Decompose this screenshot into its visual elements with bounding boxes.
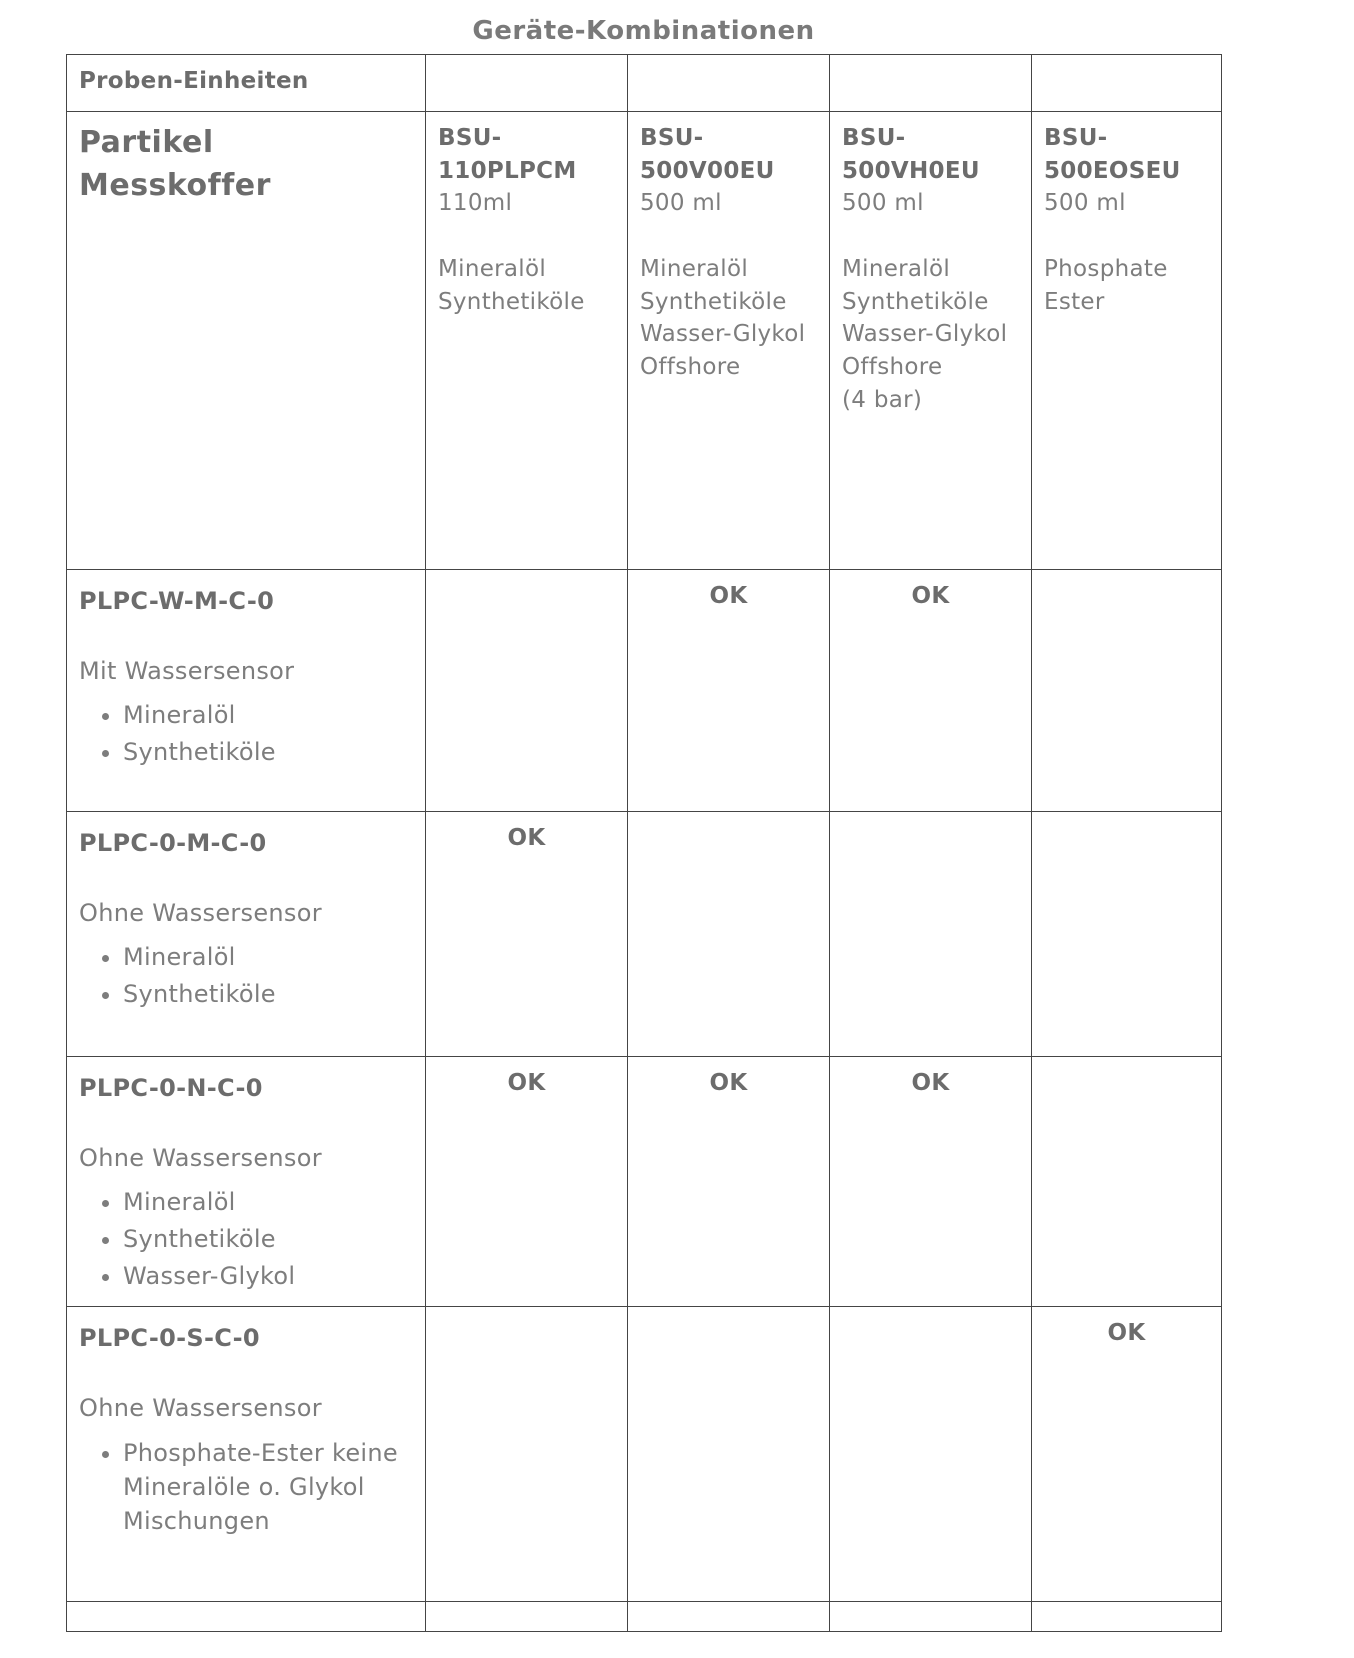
empty-header-cell	[1032, 55, 1222, 112]
unit-media-item: Mineralöl	[842, 255, 951, 282]
empty-header-cell	[426, 55, 628, 112]
table-row	[67, 570, 1222, 812]
unit-model: BSU-110PLPCM	[438, 125, 577, 184]
column-header-bsu-500eoseu	[1032, 112, 1222, 570]
unit-media-item: Offshore	[842, 353, 943, 380]
unit-volume: 500 ml	[842, 190, 924, 217]
compat-cell	[830, 812, 1032, 1057]
empty-cell	[1032, 1602, 1222, 1632]
case-model: PLPC-0-N-C-0	[79, 1074, 263, 1102]
case-sensor: Ohne Wassersensor	[79, 899, 322, 928]
compat-cell: OK	[1032, 1307, 1222, 1602]
empty-cell	[628, 1602, 830, 1632]
column-header-bsu-110plpcm	[426, 112, 628, 570]
case-media-list	[79, 698, 413, 769]
compat-cell	[1032, 1057, 1222, 1307]
unit-media-item: Wasser-Glykol	[842, 321, 1008, 348]
unit-media-item: Offshore	[640, 353, 741, 380]
compat-cell: OK	[830, 570, 1032, 812]
combinations-table	[66, 54, 1222, 1632]
case-sensor: Mit Wassersensor	[79, 657, 295, 686]
row-header-plpc-0-s-c-0	[67, 1307, 426, 1602]
case-model: PLPC-0-S-C-0	[79, 1324, 260, 1353]
unit-media-item: Phosphate Ester	[1044, 255, 1168, 315]
table-row	[67, 812, 1222, 1057]
compat-cell: OK	[628, 1057, 830, 1307]
unit-media-item: Synthetiköle	[842, 288, 989, 315]
unit-media-list	[438, 253, 615, 318]
compat-cell: OK	[426, 812, 628, 1057]
unit-media-item: Mineralöl	[438, 255, 547, 282]
case-media-item: • Mineralöl	[123, 940, 413, 974]
column-header-bsu-500vh0eu	[830, 112, 1032, 570]
case-media-item: • Synthetiköle	[123, 977, 413, 1011]
unit-media-item: Synthetiköle	[438, 288, 585, 315]
unit-volume: 500 ml	[1044, 190, 1126, 217]
unit-media-item: Mineralöl	[640, 255, 749, 282]
column-header-bsu-500v00eu	[628, 112, 830, 570]
unit-media-item: Wasser-Glykol	[640, 321, 806, 348]
unit-media-list	[842, 253, 1019, 416]
empty-cell	[830, 1602, 1032, 1632]
case-media-list	[79, 1185, 413, 1293]
case-media-item: • Mineralöl	[123, 698, 413, 732]
row-header-plpc-0-n-c-0	[67, 1057, 426, 1307]
case-sensor: Ohne Wassersensor	[79, 1394, 322, 1423]
compat-cell: OK	[426, 1057, 628, 1307]
column-headers-row	[67, 112, 1222, 570]
unit-media-item: Synthetiköle	[640, 288, 787, 315]
row-header-plpc-0-m-c-0	[67, 812, 426, 1057]
page-title: Geräte-Kombinationen	[472, 16, 815, 46]
compat-cell	[628, 1307, 830, 1602]
unit-volume: 110ml	[438, 190, 513, 217]
table-row	[67, 1057, 1222, 1307]
row-header-title: Partikel Messkoffer	[79, 125, 271, 203]
compat-cell	[830, 1307, 1032, 1602]
case-media-list	[79, 940, 413, 1011]
corner-header: Proben-Einheiten	[67, 55, 426, 112]
case-media-list	[79, 1436, 413, 1538]
case-model: PLPC-0-M-C-0	[79, 829, 267, 857]
unit-model: BSU-500V00EU	[640, 125, 775, 184]
unit-model: BSU-500EOSEU	[1044, 125, 1181, 184]
row-header-plpc-w-m-c-0	[67, 570, 426, 812]
empty-cell	[67, 1602, 426, 1632]
unit-volume: 500 ml	[640, 190, 722, 217]
case-media-item: • Synthetiköle	[123, 735, 413, 769]
compat-cell: OK	[830, 1057, 1032, 1307]
unit-model: BSU-500VH0EU	[842, 125, 980, 184]
case-media-item: • Phosphate-Ester keine Mineralöle o. Glykol Mischungen	[123, 1436, 413, 1538]
compat-cell: OK	[628, 570, 830, 812]
empty-header-cell	[830, 55, 1032, 112]
case-media-item: • Wasser-Glykol	[123, 1259, 413, 1293]
unit-media-item: (4 bar)	[842, 386, 923, 413]
compat-cell	[1032, 570, 1222, 812]
compat-cell	[426, 1307, 628, 1602]
row-header-title-cell	[67, 112, 426, 570]
case-model: PLPC-W-M-C-0	[79, 587, 275, 615]
unit-media-list	[1044, 253, 1209, 318]
case-media-item: • Mineralöl	[123, 1185, 413, 1219]
compat-cell	[426, 570, 628, 812]
spacer-row	[67, 1602, 1222, 1632]
case-sensor: Ohne Wassersensor	[79, 1144, 322, 1173]
table-row	[67, 1307, 1222, 1602]
unit-media-list	[640, 253, 817, 384]
empty-cell	[426, 1602, 628, 1632]
case-media-item: • Synthetiköle	[123, 1222, 413, 1256]
empty-header-cell	[628, 55, 830, 112]
header-row-top	[67, 55, 1222, 112]
compat-cell	[628, 812, 830, 1057]
compat-cell	[1032, 812, 1222, 1057]
